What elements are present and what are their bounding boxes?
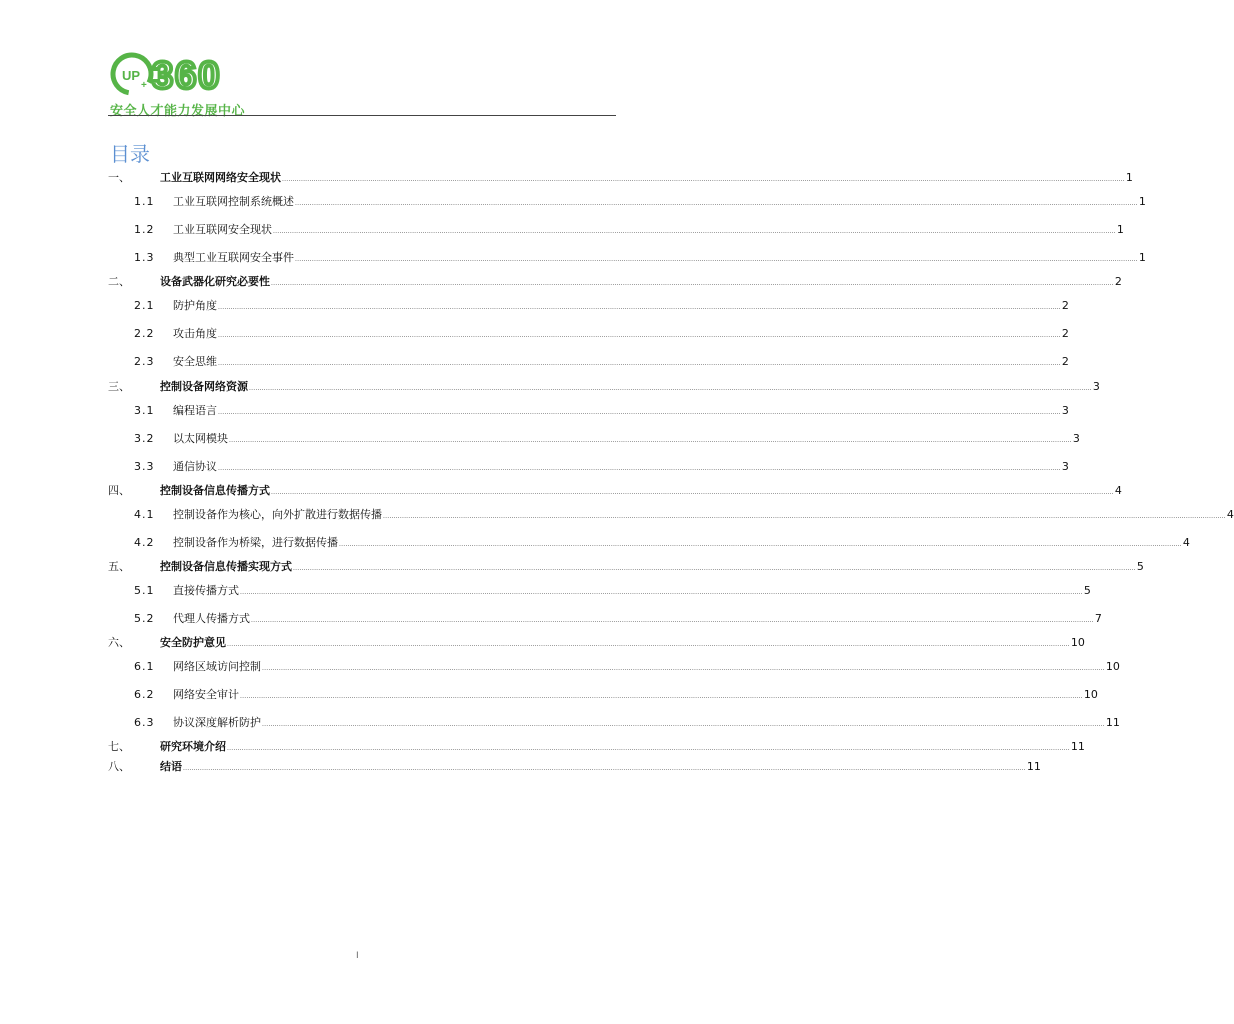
toc-entry[interactable] bbox=[108, 508, 1234, 524]
toc-leader-dots: ................................................................................................................................................................................................................................................................................................................................................................................................................ bbox=[218, 332, 1061, 339]
toc-entry-page: 1 bbox=[1138, 195, 1146, 208]
toc-entry-number: 4.1 bbox=[134, 508, 155, 521]
toc-entry[interactable] bbox=[108, 584, 1091, 600]
toc-entry-page: 4 bbox=[1114, 484, 1122, 497]
toc-entry-title: 防护角度 bbox=[173, 299, 217, 312]
toc-entry[interactable] bbox=[108, 688, 1098, 704]
header-divider bbox=[108, 115, 616, 116]
toc-entry-page: 10 bbox=[1105, 660, 1120, 673]
toc-entry-number: 1.2 bbox=[134, 223, 155, 236]
toc-entry-number: 2.1 bbox=[134, 299, 155, 312]
toc-leader-dots: ................................................................................................................................................................................................................................................................................................................................................................................................................ bbox=[183, 765, 1026, 772]
toc-entry-number: 6.3 bbox=[134, 716, 155, 729]
toc-entry-number: 3.2 bbox=[134, 432, 155, 445]
toc-entry-number: 6.2 bbox=[134, 688, 155, 701]
toc-entry-page: 10 bbox=[1070, 636, 1085, 649]
toc-entry-number: 5.2 bbox=[134, 612, 155, 625]
toc-entry-page: 3 bbox=[1072, 432, 1080, 445]
toc-entry-number: 5.1 bbox=[134, 584, 155, 597]
toc-leader-dots: ................................................................................................................................................................................................................................................................................................................................................................................................................ bbox=[339, 541, 1182, 548]
toc-entry-number: 1.3 bbox=[134, 251, 155, 264]
toc-entry-page: 4 bbox=[1182, 536, 1190, 549]
toc-entry-title: 通信协议 bbox=[173, 460, 217, 473]
toc-entry[interactable] bbox=[108, 484, 1122, 500]
toc-entry-page: 10 bbox=[1083, 688, 1098, 701]
toc-entry-title: 安全思维 bbox=[173, 355, 217, 368]
toc-entry-title: 控制设备作为桥梁，进行数据传播 bbox=[173, 536, 338, 549]
toc-entry-page: 2 bbox=[1061, 355, 1069, 368]
toc-entry[interactable] bbox=[108, 660, 1120, 676]
toc-leader-dots: ................................................................................................................................................................................................................................................................................................................................................................................................................ bbox=[218, 304, 1061, 311]
toc-entry[interactable] bbox=[108, 560, 1144, 576]
toc-entry[interactable] bbox=[108, 760, 1041, 776]
toc-entry[interactable] bbox=[108, 327, 1069, 343]
logo-badge-text: UP bbox=[122, 68, 141, 83]
logo-text: 360 bbox=[152, 55, 222, 97]
toc-entry-number: 七、 bbox=[108, 740, 130, 753]
toc-leader-dots: ................................................................................................................................................................................................................................................................................................................................................................................................................ bbox=[218, 409, 1061, 416]
toc-entry-title: 结语 bbox=[160, 760, 182, 773]
toc-entry[interactable] bbox=[108, 636, 1085, 652]
toc-entry[interactable] bbox=[108, 223, 1124, 239]
toc-leader-dots: ................................................................................................................................................................................................................................................................................................................................................................................................................ bbox=[295, 200, 1138, 207]
toc-entry-number: 3.1 bbox=[134, 404, 155, 417]
toc-leader-dots: ................................................................................................................................................................................................................................................................................................................................................................................................................ bbox=[383, 513, 1226, 520]
toc-entry-page: 5 bbox=[1083, 584, 1091, 597]
toc-entry-page: 3 bbox=[1092, 380, 1100, 393]
toc-entry-title: 控制设备信息传播方式 bbox=[160, 484, 270, 497]
toc-entry[interactable] bbox=[108, 404, 1069, 420]
brand-logo bbox=[108, 50, 278, 100]
toc-entry-number: 2.2 bbox=[134, 327, 155, 340]
toc-entry-page: 1 bbox=[1138, 251, 1146, 264]
toc-entry-number: 五、 bbox=[108, 560, 130, 573]
toc-leader-dots: ................................................................................................................................................................................................................................................................................................................................................................................................................ bbox=[240, 693, 1083, 700]
toc-entry-page: 11 bbox=[1070, 740, 1085, 753]
toc-entry[interactable] bbox=[108, 432, 1080, 448]
toc-entry-number: 四、 bbox=[108, 484, 130, 497]
toc-entry[interactable] bbox=[108, 299, 1069, 315]
toc-entry-title: 网络区域访问控制 bbox=[173, 660, 261, 673]
svg-text:+: + bbox=[141, 80, 147, 91]
toc-entry-number: 3.3 bbox=[134, 460, 155, 473]
toc-entry-title: 控制设备信息传播实现方式 bbox=[160, 560, 292, 573]
toc-entry[interactable] bbox=[108, 171, 1133, 187]
toc-entry[interactable] bbox=[108, 536, 1190, 552]
toc-entry-page: 7 bbox=[1094, 612, 1102, 625]
toc-leader-dots: ................................................................................................................................................................................................................................................................................................................................................................................................................ bbox=[218, 465, 1061, 472]
toc-entry-title: 工业互联网安全现状 bbox=[173, 223, 272, 236]
toc-entry[interactable] bbox=[108, 740, 1085, 756]
toc-entry-page: 3 bbox=[1061, 460, 1069, 473]
toc-title: 目录 bbox=[110, 142, 150, 166]
toc-leader-dots: ................................................................................................................................................................................................................................................................................................................................................................................................................ bbox=[293, 565, 1136, 572]
toc-entry-title: 工业互联网网络安全现状 bbox=[160, 171, 281, 184]
toc-entry[interactable] bbox=[108, 380, 1100, 396]
toc-entry-number: 二、 bbox=[108, 275, 130, 288]
toc-entry-title: 协议深度解析防护 bbox=[173, 716, 261, 729]
toc-leader-dots: ................................................................................................................................................................................................................................................................................................................................................................................................................ bbox=[295, 256, 1138, 263]
toc-entry-title: 工业互联网控制系统概述 bbox=[173, 195, 294, 208]
toc-entry-title: 安全防护意见 bbox=[160, 636, 226, 649]
toc-entry-title: 以太网模块 bbox=[173, 432, 228, 445]
toc-leader-dots: ................................................................................................................................................................................................................................................................................................................................................................................................................ bbox=[249, 385, 1092, 392]
toc-entry-number: 2.3 bbox=[134, 355, 155, 368]
toc-entry-page: 2 bbox=[1061, 327, 1069, 340]
toc-entry-page: 11 bbox=[1105, 716, 1120, 729]
toc-entry-title: 攻击角度 bbox=[173, 327, 217, 340]
toc-leader-dots: ................................................................................................................................................................................................................................................................................................................................................................................................................ bbox=[240, 589, 1083, 596]
toc-leader-dots: ................................................................................................................................................................................................................................................................................................................................................................................................................ bbox=[227, 641, 1070, 648]
toc-entry[interactable] bbox=[108, 460, 1069, 476]
toc-entry-page: 11 bbox=[1026, 760, 1041, 773]
toc-entry-number: 4.2 bbox=[134, 536, 155, 549]
toc-entry-title: 编程语言 bbox=[173, 404, 217, 417]
toc-leader-dots: ................................................................................................................................................................................................................................................................................................................................................................................................................ bbox=[251, 617, 1094, 624]
toc-entry-title: 设备武器化研究必要性 bbox=[160, 275, 270, 288]
toc-entry[interactable] bbox=[108, 275, 1122, 291]
toc-leader-dots: ................................................................................................................................................................................................................................................................................................................................................................................................................ bbox=[271, 489, 1114, 496]
toc-leader-dots: ................................................................................................................................................................................................................................................................................................................................................................................................................ bbox=[273, 228, 1116, 235]
toc-entry-title: 典型工业互联网安全事件 bbox=[173, 251, 294, 264]
toc-entry[interactable] bbox=[108, 612, 1102, 628]
toc-entry-title: 控制设备网络资源 bbox=[160, 380, 248, 393]
toc-leader-dots: ................................................................................................................................................................................................................................................................................................................................................................................................................ bbox=[229, 437, 1072, 444]
toc-entry-title: 控制设备作为核心，向外扩散进行数据传播 bbox=[173, 508, 382, 521]
toc-entry-page: 2 bbox=[1061, 299, 1069, 312]
toc-leader-dots: ................................................................................................................................................................................................................................................................................................................................................................................................................ bbox=[262, 665, 1105, 672]
toc-entry-page: 3 bbox=[1061, 404, 1069, 417]
footer-page-number: I bbox=[356, 951, 359, 961]
toc-entry[interactable] bbox=[108, 716, 1120, 732]
toc-leader-dots: ................................................................................................................................................................................................................................................................................................................................................................................................................ bbox=[271, 280, 1114, 287]
toc-entry-number: 6.1 bbox=[134, 660, 155, 673]
toc-entry[interactable] bbox=[108, 251, 1146, 267]
toc-entry-page: 1 bbox=[1125, 171, 1133, 184]
toc-entry-number: 一、 bbox=[108, 171, 130, 184]
toc-entry-page: 4 bbox=[1226, 508, 1234, 521]
toc-leader-dots: ................................................................................................................................................................................................................................................................................................................................................................................................................ bbox=[227, 745, 1070, 752]
toc-entry[interactable] bbox=[108, 355, 1069, 371]
toc-entry-title: 研究环境介绍 bbox=[160, 740, 226, 753]
toc-entry-number: 六、 bbox=[108, 636, 130, 649]
toc-entry-title: 网络安全审计 bbox=[173, 688, 239, 701]
toc-entry-number: 1.1 bbox=[134, 195, 155, 208]
toc-entry-page: 5 bbox=[1136, 560, 1144, 573]
toc-entry-number: 八、 bbox=[108, 760, 130, 773]
toc-leader-dots: ................................................................................................................................................................................................................................................................................................................................................................................................................ bbox=[218, 360, 1061, 367]
toc-entry-number: 三、 bbox=[108, 380, 130, 393]
org-name: 安全人才能力发展中心 bbox=[110, 104, 246, 119]
toc-leader-dots: ................................................................................................................................................................................................................................................................................................................................................................................................................ bbox=[282, 176, 1125, 183]
toc-leader-dots: ................................................................................................................................................................................................................................................................................................................................................................................................................ bbox=[262, 721, 1105, 728]
toc-entry-title: 代理人传播方式 bbox=[173, 612, 250, 625]
toc-entry-title: 直接传播方式 bbox=[173, 584, 239, 597]
toc-entry-page: 1 bbox=[1116, 223, 1124, 236]
toc-entry-page: 2 bbox=[1114, 275, 1122, 288]
toc-entry[interactable] bbox=[108, 195, 1146, 211]
